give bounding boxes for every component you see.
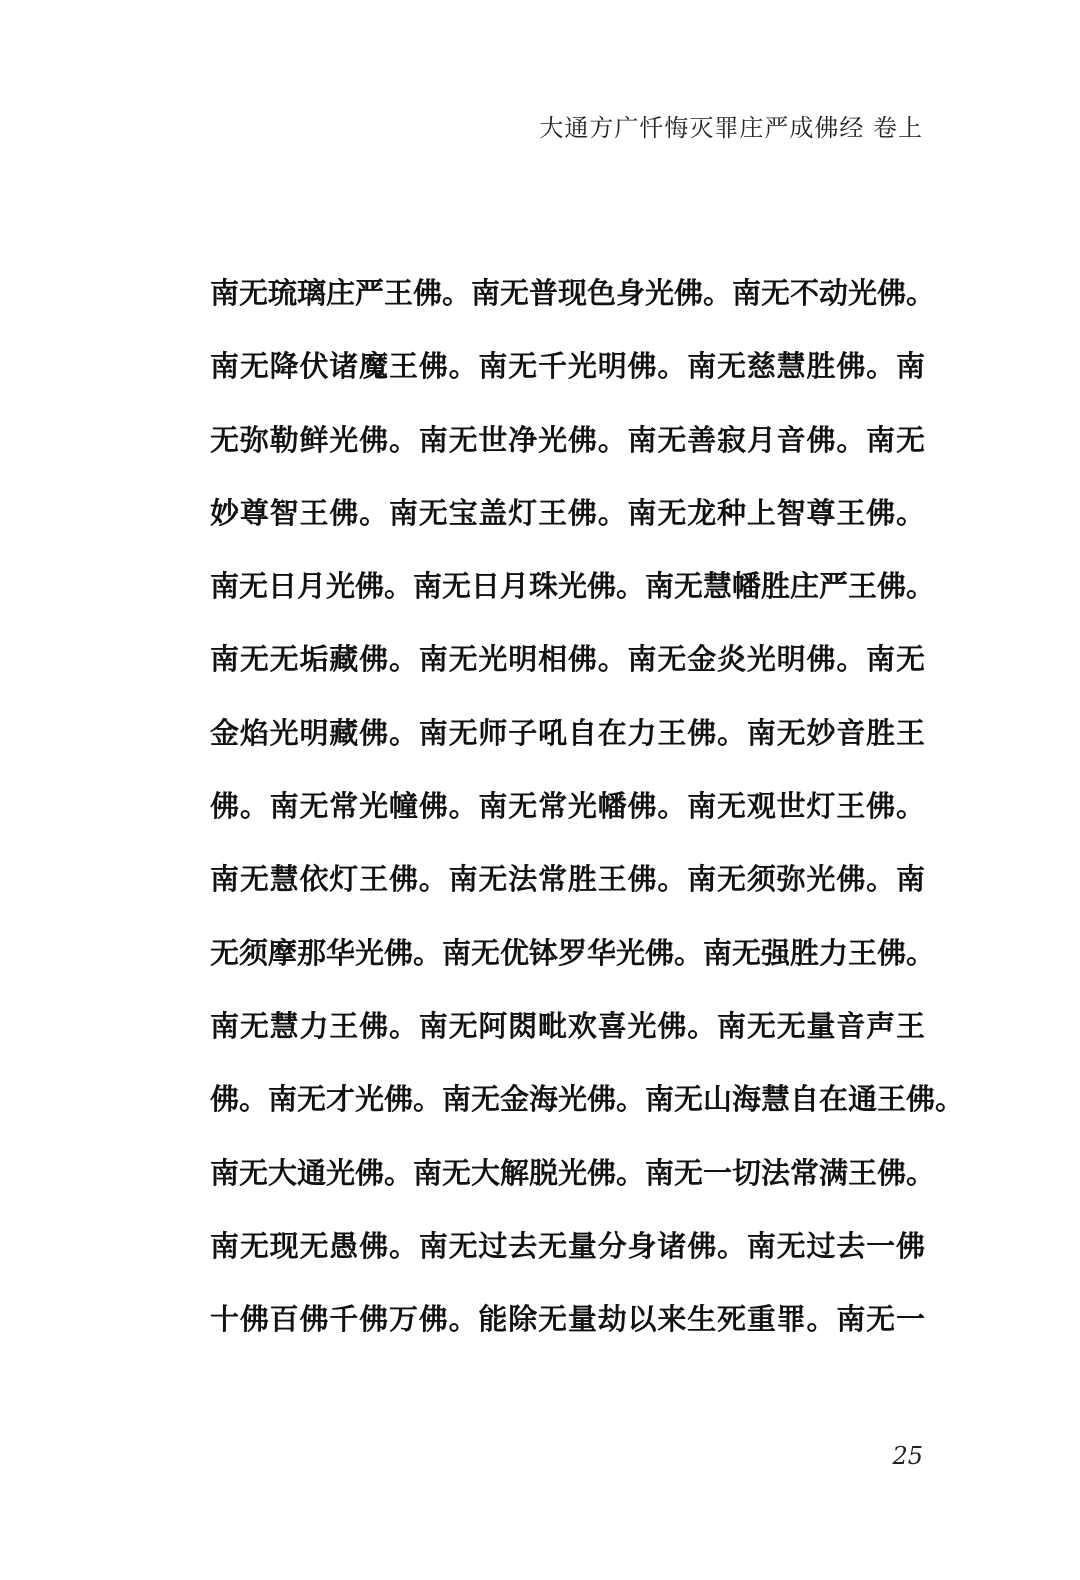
- text-line: 妙尊智王佛。南无宝盖灯王佛。南无龙种上智尊王佛。: [210, 495, 925, 530]
- text-line: 佛。南无常光幢佛。南无常光幡佛。南无观世灯王佛。: [210, 789, 925, 824]
- running-header: 大通方广忏悔灭罪庄严成佛经 卷上: [539, 114, 923, 142]
- text-line: 南无降伏诸魔王佛。南无千光明佛。南无慈慧胜佛。南: [210, 349, 925, 384]
- text-line: 十佛百佛千佛万佛。能除无量劫以来生死重罪。南无一: [210, 1302, 925, 1337]
- text-line: 无须摩那华光佛。南无优钵罗华光佛。南无强胜力王佛。: [210, 935, 936, 970]
- text-line: 南无现无愚佛。南无过去无量分身诸佛。南无过去一佛: [210, 1228, 925, 1263]
- text-line: 佛。南无才光佛。南无金海光佛。南无山海慧自在通王佛。: [210, 1082, 965, 1117]
- text-line: 南无慧力王佛。南无阿閦毗欢喜光佛。南无无量音声王: [210, 1008, 925, 1043]
- text-line: 南无琉璃庄严王佛。南无普现色身光佛。南无不动光佛。: [210, 276, 936, 310]
- text-line: 南无慧依灯王佛。南无法常胜王佛。南无须弥光佛。南: [210, 862, 925, 897]
- page-number: 25: [892, 1442, 923, 1470]
- text-line: 金焰光明藏佛。南无师子吼自在力王佛。南无妙音胜王: [210, 715, 925, 750]
- text-line: 南无大通光佛。南无大解脱光佛。南无一切法常满王佛。: [210, 1155, 936, 1190]
- text-line: 无弥勒鲜光佛。南无世净光佛。南无善寂月音佛。南无: [210, 422, 925, 457]
- text-line: 南无无垢藏佛。南无光明相佛。南无金炎光明佛。南无: [210, 642, 925, 677]
- scripture-text: [210, 263, 965, 1362]
- text-line: 南无日月光佛。南无日月珠光佛。南无慧幡胜庄严王佛。: [210, 569, 936, 604]
